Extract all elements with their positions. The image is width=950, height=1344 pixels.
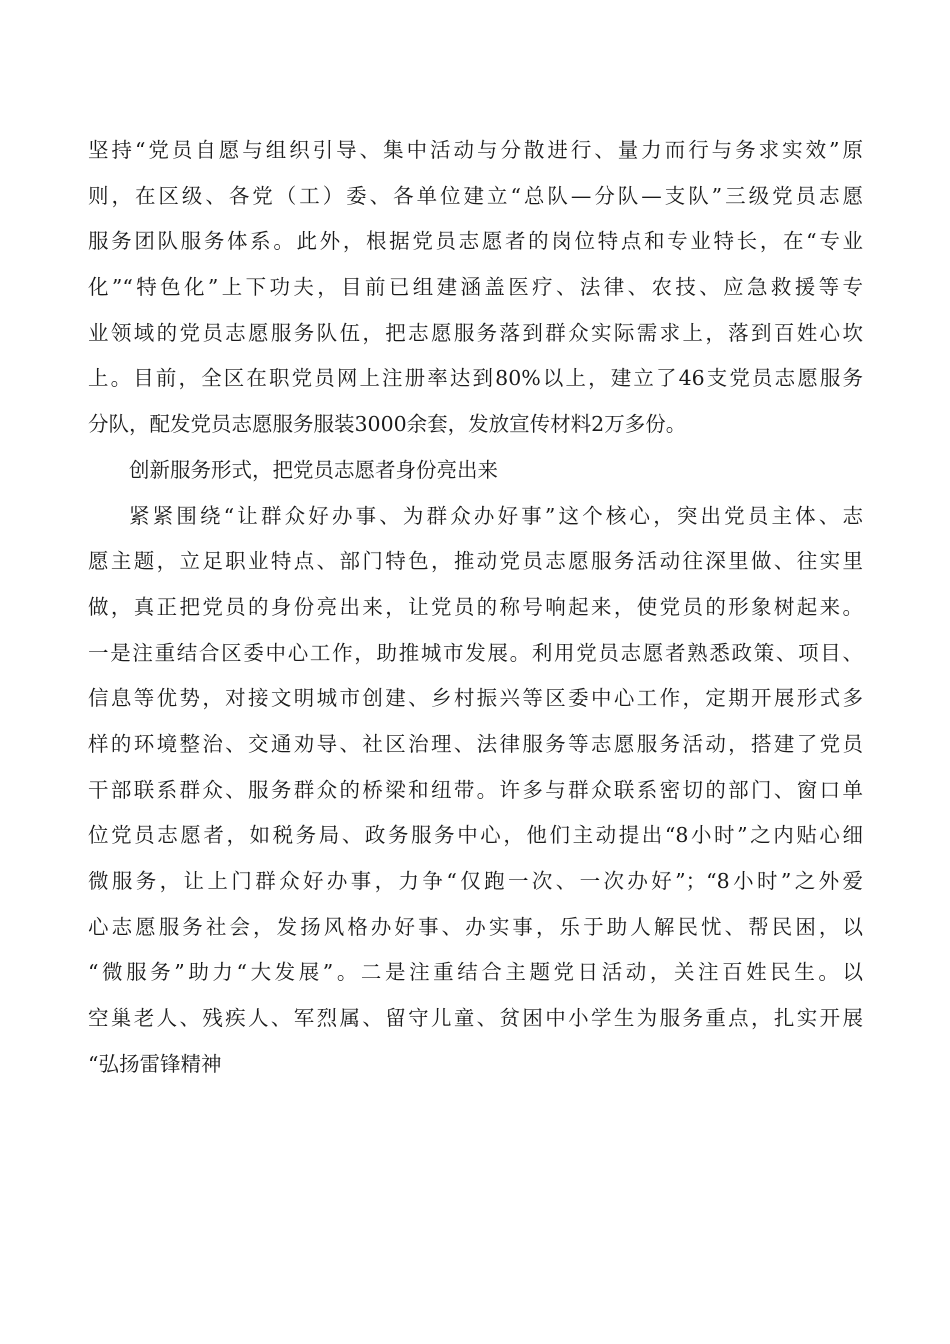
text-line: 服务团队服务体系。此外，根据党员志愿者的岗位特点和专业特长，在“专业: [88, 229, 863, 254]
text-line: 微服务，让上门群众好办事，力争“仅跑一次、一次办好”；“8小时”之外爱: [88, 869, 863, 893]
text-line: “微服务”助力“大发展”。二是注重结合主题党日活动，关注百姓民生。以: [88, 960, 863, 985]
text-line: 位党员志愿者，如税务局、政务服务中心，他们主动提出“8小时”之内贴心细: [88, 823, 863, 848]
text-line: 则，在区级、各党（工）委、各单位建立“总队—分队—支队”三级党员志愿: [88, 183, 863, 208]
text-line: 一是注重结合区委中心工作，助推城市发展。利用党员志愿者熟悉政策、项目、: [88, 640, 863, 665]
section-heading: 创新服务形式，把党员志愿者身份亮出来: [129, 457, 498, 482]
document-body: [88, 128, 863, 1087]
text-line: 坚持“党员自愿与组织引导、集中活动与分散进行、量力而行与务求实效”原: [88, 138, 863, 162]
text-line: 信息等优势，对接文明城市创建、乡村振兴等区委中心工作，定期开展形式多: [88, 686, 863, 711]
text-line: 干部联系群众、服务群众的桥梁和纽带。许多与群众联系密切的部门、窗口单: [88, 777, 863, 802]
text-line: 紧紧围绕“让群众好办事、为群众办好事”这个核心，突出党员主体、志: [129, 503, 863, 528]
text-line: 业领域的党员志愿服务队伍，把志愿服务落到群众实际需求上，落到百姓心坎: [88, 320, 863, 345]
text-line: 样的环境整治、交通劝导、社区治理、法律服务等志愿服务活动，搭建了党员: [88, 731, 863, 756]
text-line: 愿主题，立足职业特点、部门特色，推动党员志愿服务活动往深里做、往实里: [88, 549, 863, 574]
text-line: 做，真正把党员的身份亮出来，让党员的称号响起来，使党员的形象树起来。: [88, 594, 863, 619]
text-line: “弘扬雷锋精神: [88, 1051, 222, 1076]
text-line: 上。目前，全区在职党员网上注册率达到80%以上，建立了46支党员志愿服务: [88, 366, 863, 391]
text-line: 空巢老人、残疾人、军烈属、留守儿童、贫困中小学生为服务重点，扎实开展: [88, 1006, 863, 1031]
text-line: 心志愿服务社会，发扬风格办好事、办实事，乐于助人解民忧、帮民困，以: [88, 914, 863, 939]
text-line: 分队，配发党员志愿服务服装3000余套，发放宣传材料2万多份。: [88, 412, 687, 437]
text-line: 化”“特色化”上下功夫，目前已组建涵盖医疗、法律、农技、应急救援等专: [88, 275, 863, 300]
